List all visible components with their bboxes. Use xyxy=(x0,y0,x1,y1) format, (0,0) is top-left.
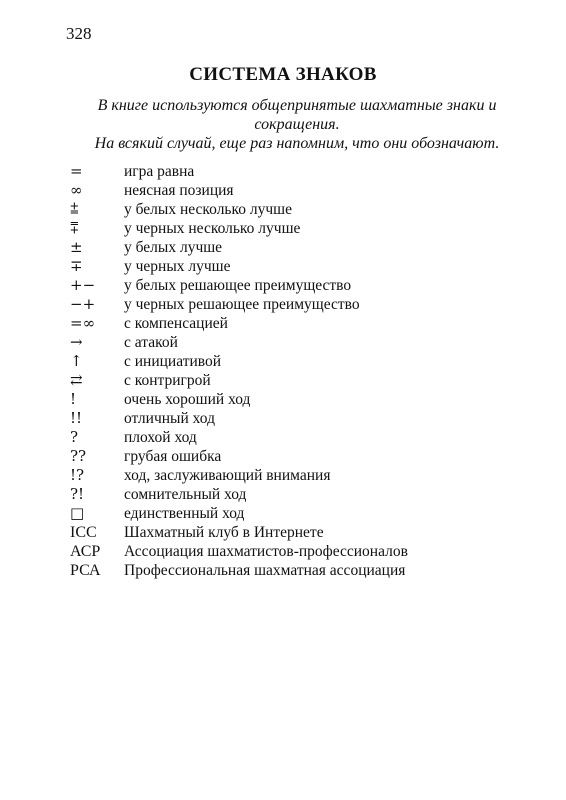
intro-line: На всякий случай, еще раз напомним, что они обозначают. xyxy=(94,135,500,152)
legend-symbol: !? xyxy=(70,466,85,484)
legend-meaning: с компенсацией xyxy=(124,315,228,332)
legend-row xyxy=(70,428,510,447)
legend-meaning: неясная позиция xyxy=(124,182,234,199)
legend-symbol: ?! xyxy=(70,485,85,503)
legend-row xyxy=(70,447,510,466)
legend-symbol: □ xyxy=(70,504,85,522)
legend-symbol: ∞ xyxy=(70,181,83,199)
legend-symbol: ⇄ xyxy=(70,371,83,389)
legend-row xyxy=(70,542,510,561)
symbol-legend xyxy=(70,162,510,580)
legend-symbol: = xyxy=(70,162,83,180)
legend-meaning: Шахматный клуб в Интернете xyxy=(124,524,324,541)
legend-row xyxy=(70,352,510,371)
legend-meaning: игра равна xyxy=(124,163,195,180)
legend-row xyxy=(70,276,510,295)
legend-meaning: Ассоциация шахматистов-профессионалов xyxy=(124,543,408,560)
legend-meaning: у черных несколько лучше xyxy=(124,220,301,237)
legend-row xyxy=(70,219,510,238)
intro-line: В книге используются общепринятые шахматные знаки и сокращения. xyxy=(97,97,497,133)
legend-meaning: плохой ход xyxy=(124,429,197,446)
intro-text xyxy=(66,96,528,153)
legend-meaning: у белых решающее преимущество xyxy=(124,277,352,294)
legend-symbol: ± xyxy=(70,238,83,256)
legend-meaning: очень хороший ход xyxy=(124,391,251,408)
legend-meaning: у белых несколько лучше xyxy=(124,201,292,218)
legend-symbol: РСА xyxy=(70,562,101,579)
legend-row xyxy=(70,238,510,257)
legend-row xyxy=(70,200,510,219)
legend-row xyxy=(70,371,510,390)
legend-meaning: с контригрой xyxy=(124,372,211,389)
legend-meaning: ход, заслуживающий внимания xyxy=(124,467,331,484)
legend-row xyxy=(70,314,510,333)
page-title: СИСТЕМА ЗНАКОВ xyxy=(189,64,377,85)
legend-symbol: ICC xyxy=(70,524,97,541)
legend-symbol: ⩲ xyxy=(70,200,79,218)
legend-row xyxy=(70,390,510,409)
legend-row xyxy=(70,561,510,580)
legend-row xyxy=(70,466,510,485)
legend-meaning: у черных лучше xyxy=(124,258,231,275)
legend-row xyxy=(70,257,510,276)
legend-row xyxy=(70,181,510,200)
legend-row xyxy=(70,409,510,428)
legend-symbol: !! xyxy=(70,409,83,427)
legend-symbol: ? xyxy=(70,428,79,446)
legend-row xyxy=(70,523,510,542)
legend-symbol: ⩱ xyxy=(70,219,79,237)
legend-meaning: с атакой xyxy=(124,334,178,351)
legend-row xyxy=(70,295,510,314)
page-number: 328 xyxy=(66,24,92,43)
legend-meaning: у черных решающее преимущество xyxy=(124,296,360,313)
legend-meaning: Профессиональная шахматная ассоциация xyxy=(124,562,406,579)
legend-meaning: с инициативой xyxy=(124,353,222,370)
legend-symbol: ?? xyxy=(70,447,87,465)
legend-symbol: АСР xyxy=(70,543,101,560)
legend-meaning: у белых лучше xyxy=(124,239,223,256)
legend-symbol: → xyxy=(70,333,83,351)
legend-row xyxy=(70,485,510,504)
legend-row xyxy=(70,162,510,181)
legend-row xyxy=(70,504,510,523)
legend-row xyxy=(70,333,510,352)
legend-symbol: +− xyxy=(70,276,96,294)
legend-symbol: −+ xyxy=(70,295,96,313)
legend-meaning: единственный ход xyxy=(124,505,245,522)
legend-symbol: ! xyxy=(70,390,77,408)
legend-symbol: =∞ xyxy=(70,314,96,332)
legend-meaning: отличный ход xyxy=(124,410,215,427)
legend-meaning: сомнительный ход xyxy=(124,486,247,503)
legend-symbol: ∓ xyxy=(70,257,83,275)
legend-meaning: грубая ошибка xyxy=(124,448,222,465)
legend-symbol: ↑ xyxy=(70,352,83,370)
